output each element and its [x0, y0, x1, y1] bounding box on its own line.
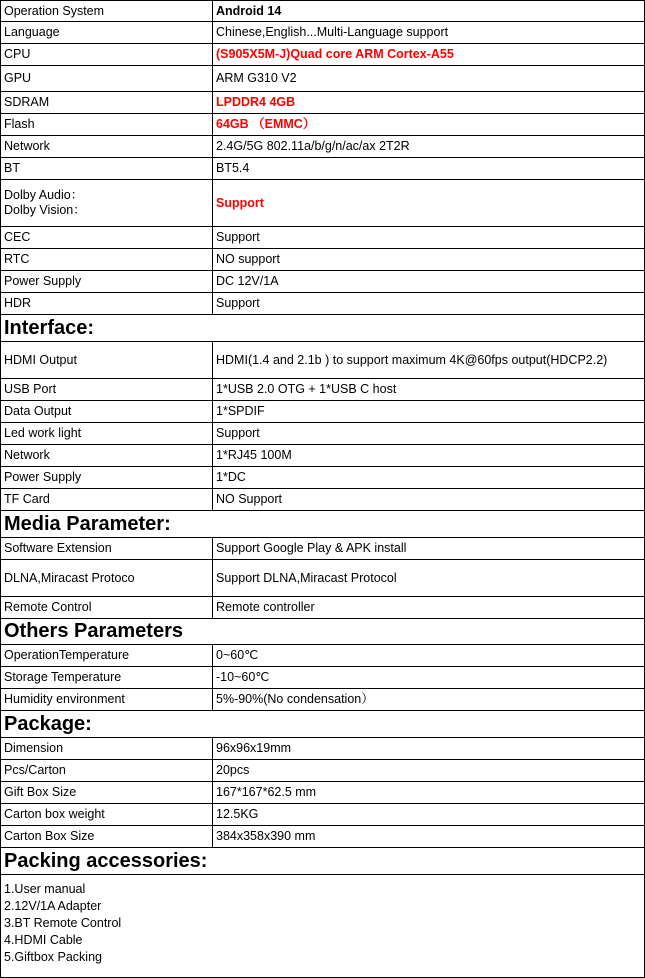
- spec-label: Led work light: [1, 423, 213, 445]
- interface-row-network: [1, 445, 645, 467]
- spec-label: Gift Box Size: [1, 782, 213, 804]
- spec-row-language: [1, 22, 645, 44]
- spec-row-bt: [1, 158, 645, 180]
- spec-value: Chinese,English...Multi-Language support: [213, 22, 645, 44]
- spec-value: Support: [213, 227, 645, 249]
- spec-value: 96x96x19mm: [213, 738, 645, 760]
- package-row-dimension: [1, 738, 645, 760]
- spec-label: Humidity environment: [1, 689, 213, 711]
- interface-row-power: [1, 467, 645, 489]
- spec-value: (S905X5M-J)Quad core ARM Cortex-A55: [213, 44, 645, 66]
- interface-row-usb: [1, 379, 645, 401]
- others-row-storage-temp: [1, 667, 645, 689]
- others-row-humidity: [1, 689, 645, 711]
- spec-value: Support DLNA,Miracast Protocol: [213, 560, 645, 597]
- list-item: 1.User manual: [4, 882, 86, 896]
- spec-label: Network: [1, 445, 213, 467]
- interface-row-led: [1, 423, 645, 445]
- spec-value: -10~60℃: [213, 667, 645, 689]
- section-heading: Others Parameters: [1, 619, 645, 645]
- media-row-remote: [1, 597, 645, 619]
- spec-label: Carton Box Size: [1, 826, 213, 848]
- spec-row-cpu: [1, 44, 645, 66]
- spec-label: DLNA,Miracast Protoco: [1, 560, 213, 597]
- package-row-carton-size: [1, 826, 645, 848]
- section-package: [1, 711, 645, 738]
- spec-value: BT5.4: [213, 158, 645, 180]
- spec-label: Power Supply: [1, 271, 213, 293]
- spec-value: 5%-90%(No condensation）: [213, 689, 645, 711]
- list-item: 5.Giftbox Packing: [4, 950, 102, 964]
- spec-value: ARM G310 V2: [213, 66, 645, 92]
- spec-label: USB Port: [1, 379, 213, 401]
- spec-label: Language: [1, 22, 213, 44]
- spec-row-cec: [1, 227, 645, 249]
- spec-value: 1*DC: [213, 467, 645, 489]
- spec-label: Software Extension: [1, 538, 213, 560]
- spec-value: 1*RJ45 100M: [213, 445, 645, 467]
- spec-label: RTC: [1, 249, 213, 271]
- spec-label: Carton box weight: [1, 804, 213, 826]
- spec-row-dolby: [1, 180, 645, 227]
- interface-row-tf: [1, 489, 645, 511]
- spec-row-gpu: [1, 66, 645, 92]
- spec-row-power: [1, 271, 645, 293]
- spec-row-rtc: [1, 249, 645, 271]
- dolby-vision-label: Dolby Vision：: [4, 203, 86, 217]
- spec-value: 1*SPDIF: [213, 401, 645, 423]
- media-row-software: [1, 538, 645, 560]
- spec-label: GPU: [1, 66, 213, 92]
- spec-value: 1*USB 2.0 OTG + 1*USB C host: [213, 379, 645, 401]
- package-row-giftbox: [1, 782, 645, 804]
- others-row-op-temp: [1, 645, 645, 667]
- spec-label: Flash: [1, 114, 213, 136]
- spec-row-os: [1, 1, 645, 22]
- interface-row-data-output: [1, 401, 645, 423]
- accessories-list-row: [1, 875, 645, 978]
- spec-label: SDRAM: [1, 92, 213, 114]
- spec-label: TF Card: [1, 489, 213, 511]
- spec-label: [1, 180, 213, 227]
- interface-row-hdmi: [1, 342, 645, 379]
- spec-label: BT: [1, 158, 213, 180]
- spec-row-network: [1, 136, 645, 158]
- spec-label: HDMI Output: [1, 342, 213, 379]
- section-heading: Interface:: [1, 315, 645, 342]
- spec-label: Power Supply: [1, 467, 213, 489]
- accessories-list: [1, 875, 645, 978]
- spec-label: CEC: [1, 227, 213, 249]
- section-accessories: [1, 848, 645, 875]
- spec-value: HDMI(1.4 and 2.1b ) to support maximum 4K@60fps output(HDCP2.2): [213, 342, 645, 379]
- section-interface: [1, 315, 645, 342]
- section-others: [1, 619, 645, 645]
- spec-value: NO Support: [213, 489, 645, 511]
- spec-value: 384x358x390 mm: [213, 826, 645, 848]
- spec-label: Dimension: [1, 738, 213, 760]
- spec-label: Operation System: [1, 1, 213, 22]
- media-row-dlna: [1, 560, 645, 597]
- list-item: 2.12V/1A Adapter: [4, 899, 102, 913]
- spec-value: 12.5KG: [213, 804, 645, 826]
- spec-value: 0~60℃: [213, 645, 645, 667]
- section-heading: Media Parameter:: [1, 511, 645, 538]
- spec-label: HDR: [1, 293, 213, 315]
- spec-value: Remote controller: [213, 597, 645, 619]
- spec-value: Support: [213, 180, 645, 227]
- spec-value: Android 14: [213, 1, 645, 22]
- spec-label: OperationTemperature: [1, 645, 213, 667]
- spec-label: Storage Temperature: [1, 667, 213, 689]
- spec-label: Pcs/Carton: [1, 760, 213, 782]
- spec-value: DC 12V/1A: [213, 271, 645, 293]
- spec-value: 20pcs: [213, 760, 645, 782]
- spec-row-flash: [1, 114, 645, 136]
- spec-value: 167*167*62.5 mm: [213, 782, 645, 804]
- package-row-weight: [1, 804, 645, 826]
- spec-row-sdram: [1, 92, 645, 114]
- spec-value: LPDDR4 4GB: [213, 92, 645, 114]
- list-item: 4.HDMI Cable: [4, 933, 83, 947]
- section-heading: Package:: [1, 711, 645, 738]
- spec-value: Support: [213, 293, 645, 315]
- spec-value: NO support: [213, 249, 645, 271]
- spec-value: 2.4G/5G 802.11a/b/g/n/ac/ax 2T2R: [213, 136, 645, 158]
- package-row-pcs: [1, 760, 645, 782]
- section-media: [1, 511, 645, 538]
- spec-value: Support Google Play & APK install: [213, 538, 645, 560]
- spec-value: Support: [213, 423, 645, 445]
- dolby-audio-label: Dolby Audio：: [4, 188, 84, 202]
- section-heading: Packing accessories:: [1, 848, 645, 875]
- list-item: 3.BT Remote Control: [4, 916, 122, 930]
- spec-label: Remote Control: [1, 597, 213, 619]
- spec-label: CPU: [1, 44, 213, 66]
- spec-row-hdr: [1, 293, 645, 315]
- spec-label: Network: [1, 136, 213, 158]
- spec-label: Data Output: [1, 401, 213, 423]
- spec-value: 64GB （EMMC）: [213, 114, 645, 136]
